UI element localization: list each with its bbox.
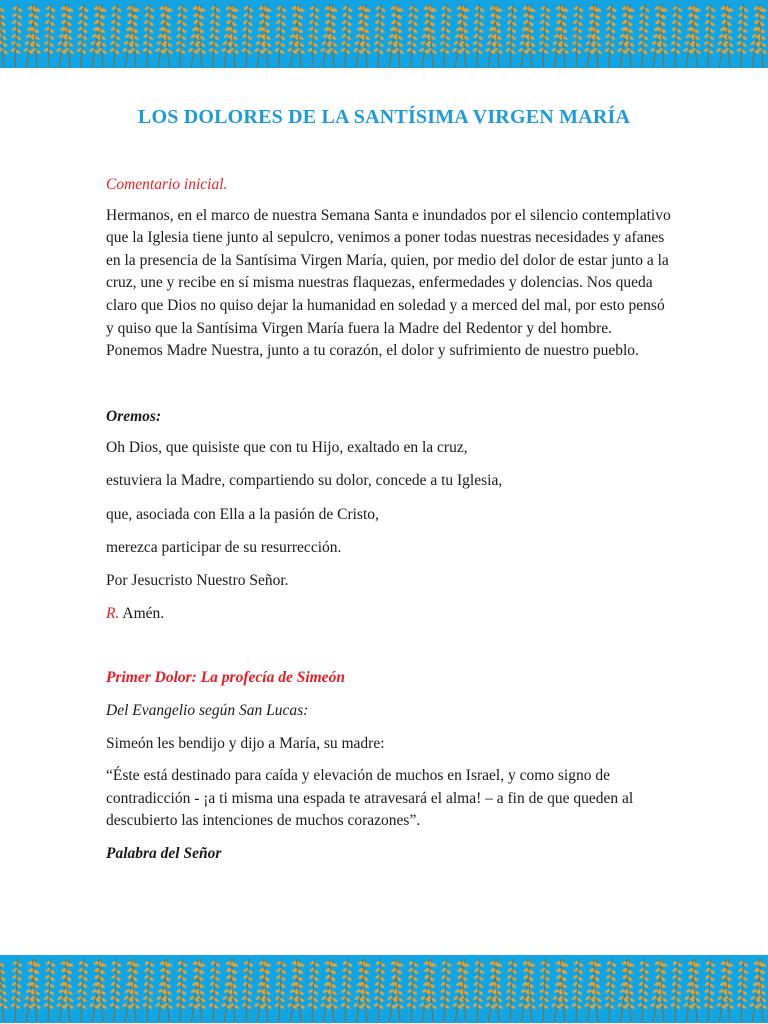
prayer-line: estuviera la Madre, compartiendo su dolor, concede a tu Iglesia, bbox=[106, 472, 503, 490]
response-line bbox=[106, 603, 671, 626]
intro-label: Comentario inicial. bbox=[106, 176, 228, 193]
prayer-line: Por Jesucristo Nuestro Señor. bbox=[106, 571, 289, 589]
section-title: Primer Dolor: La profecía de Simeón bbox=[106, 669, 345, 687]
document-body bbox=[106, 174, 671, 866]
prayer-line: que, asociada con Ella a la pasión de Cristo, bbox=[106, 505, 379, 523]
page-title: LOS DOLORES DE LA SANTÍSIMA VIRGEN MARÍA bbox=[137, 106, 631, 129]
wheat-border-icon bbox=[0, 955, 768, 1023]
top-wheat-border bbox=[0, 0, 768, 68]
prayer-line: merezca participar de su resurrección. bbox=[106, 538, 342, 556]
intro-paragraph: Hermanos, en el marco de nuestra Semana Santa e inundados por el silencio contemplativo que la Iglesia tiene junto al sepulcro, venimos a poner todas nuestras necesidades y afanes en la presencia de la Santísima Virgen María, quien, por medio del dolor de estar junto a la cruz, une y recibe en sí misma nuestras flaquezas, enfermedades y dolencias. Nos queda claro que Dios no quiso dejar la humanidad en soledad y a merced del mal, por esto pensó y quiso que la Santísima Virgen María fuera la Madre del Redentor y del hombre. Ponemos Madre Nuestra, junto a tu corazón, el dolor y sufrimiento de nuestro pueblo. bbox=[106, 206, 671, 360]
gospel-reference: Del Evangelio según San Lucas: bbox=[106, 702, 309, 719]
response-marker: R. bbox=[106, 604, 120, 622]
response-text: Amén. bbox=[122, 604, 165, 622]
closing-phrase: Palabra del Señor bbox=[106, 844, 222, 862]
prayer-line: Oh Dios, que quisiste que con tu Hijo, exaltado en la cruz, bbox=[106, 439, 468, 457]
wheat-border-icon bbox=[0, 0, 768, 68]
gospel-intro: Simeón les bendijo y dijo a María, su madre: bbox=[106, 734, 385, 752]
bottom-wheat-border bbox=[0, 955, 768, 1023]
gospel-quote: “Éste está destinado para caída y elevación de muchos en Israel, y como signo de contradicción - ¡a ti misma una espada te atravesará el alma! – a fin de que queden al descubierto las intenciones de muchos corazones”. bbox=[106, 767, 634, 830]
prayer-label: Oremos: bbox=[106, 407, 162, 425]
